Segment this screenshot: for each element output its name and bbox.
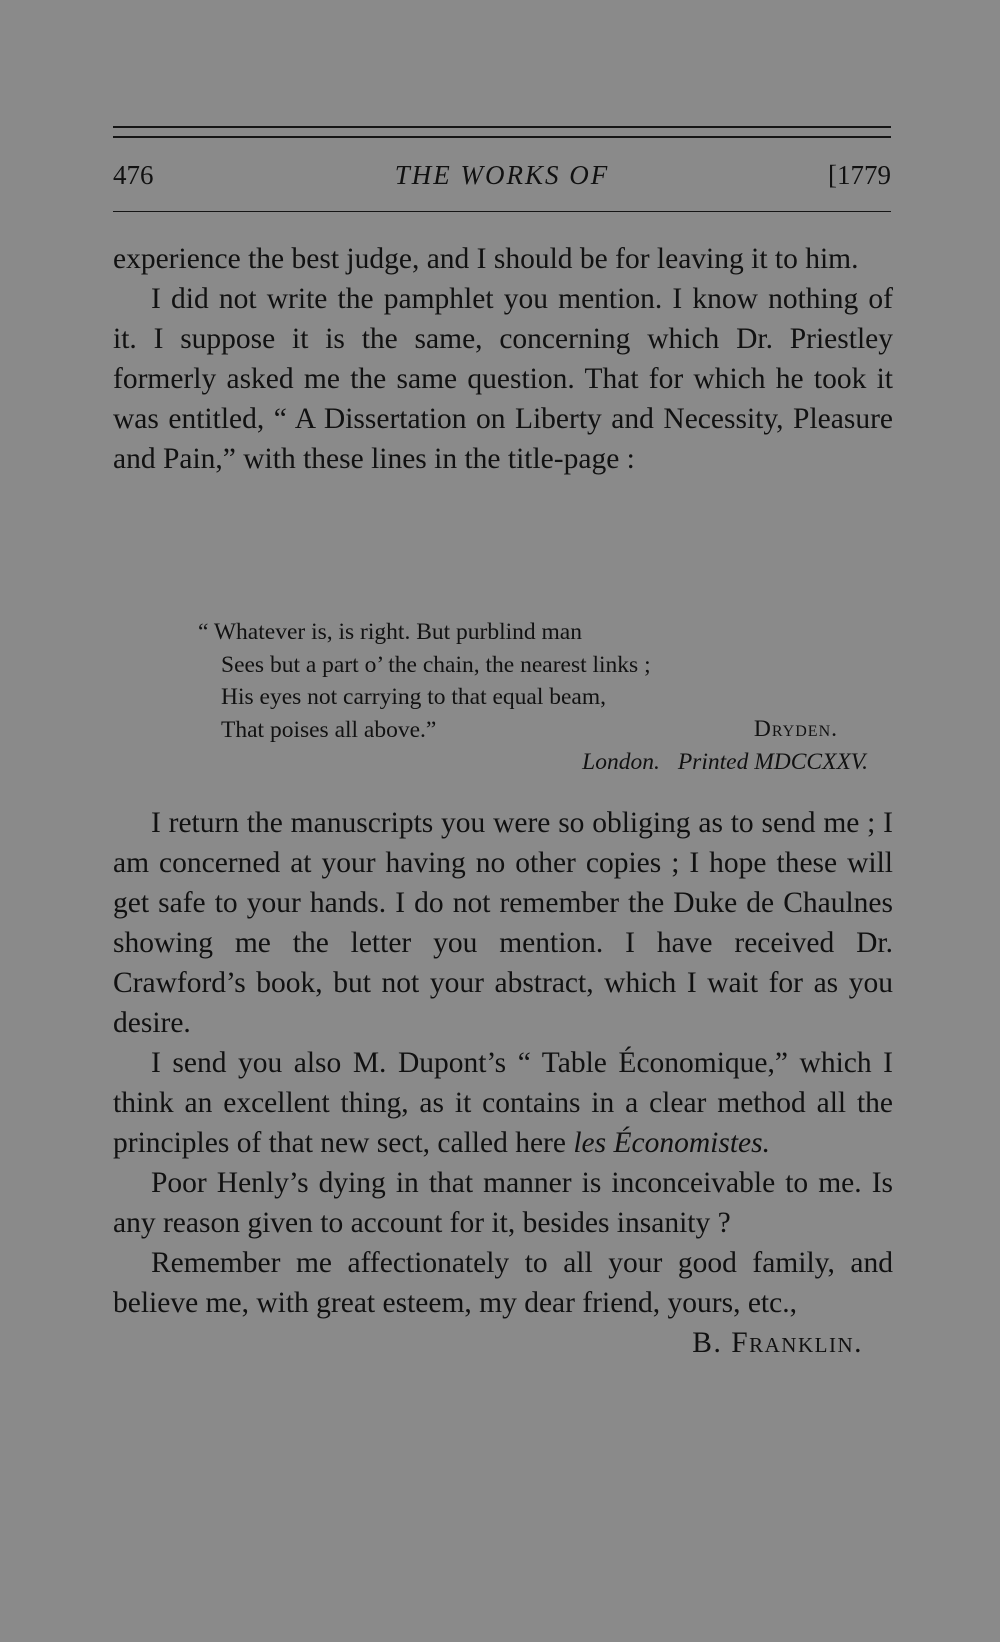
verse-line: His eyes not carrying to that equal beam, [221,684,607,710]
paragraph-text: I send you also M. Dupont’s “ Table Économique,” which I think an excellent thing, as it contains in a clear method all the principles of that new sect, called here [113,1047,893,1159]
page-number: 476 [113,160,154,190]
paragraph: experience the best judge, and I should be for leaving it to him. [113,243,859,275]
quote-author: Dryden. [753,716,838,742]
text-block-top [113,239,893,479]
verse-line: Sees but a part o’ the chain, the nearest links ; [221,651,651,678]
running-title: THE WORKS OF [394,160,610,190]
header-rule-bottom [113,211,891,212]
header-rule-second [113,136,891,138]
paragraph: I did not write the pamphlet you mention. I know nothing of it. I suppose it is the same, concerning which Dr. Priestley formerly asked me the same question. That for which he took it was entitled, “ A Dissertation on Liberty and Necessity, Pleasure and Pain,” with these lines in the title-page : [113,283,893,475]
verse-line: That poises all above.” [221,716,437,743]
header-rule-top [113,126,891,128]
text-block-bottom [113,803,893,1363]
header-year: [1779 [828,160,891,190]
running-header [113,160,891,200]
signature-line [113,1323,893,1363]
verse-quotation [198,616,868,775]
economistes-term: les Économistes. [573,1127,770,1159]
paragraph: Poor Henly’s dying in that manner is inconceivable to me. Is any reason given to account for it, besides insanity ? [113,1167,893,1239]
paragraph-economique [113,1043,893,1163]
closing-text: Remember me affectionately to all your good family, and believe me, with great esteem, my dear friend, yours, etc., [113,1247,893,1319]
paragraph-closing [113,1243,893,1323]
imprint-date: Printed MDCCXXV. [677,749,868,775]
paragraph: I return the manuscripts you were so obliging as to send me ; I am concerned at your having no other copies ; I hope these will get safe to your hands. I do not remember the Duke de Chaulnes showing me the letter you mention. I have received Dr. Crawford’s book, but not your abstract, which I wait for as you desire. [113,807,893,1039]
imprint-place: London. [582,749,660,775]
verse-line: “ Whatever is, is right. But purblind man [198,619,582,645]
signature: B. Franklin. [692,1327,863,1359]
imprint-line [564,746,868,779]
